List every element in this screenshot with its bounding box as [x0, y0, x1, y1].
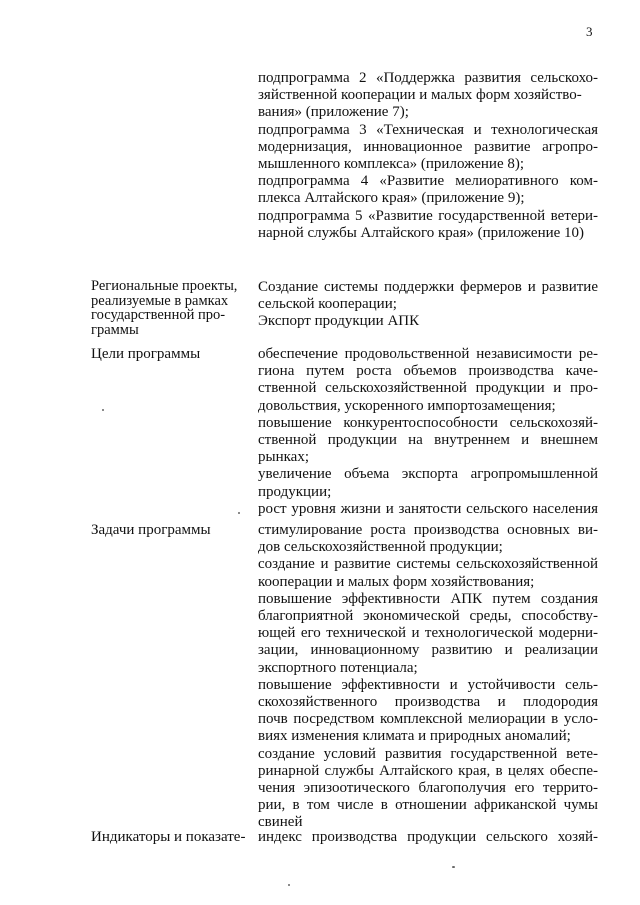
- label-line: реализуемые в рамках: [91, 292, 229, 309]
- text-line: модернизация, инновационное развитие агропро-: [258, 138, 598, 155]
- scan-speck: [288, 884, 290, 886]
- scan-speck: [238, 512, 240, 514]
- text-line: подпрограмма 2 «Поддержка развития сельскохо-: [258, 70, 598, 86]
- label-line: Цели программы: [91, 346, 201, 362]
- text-line: благоприятной экономической среды, способству-: [258, 608, 598, 625]
- row-label: [91, 522, 251, 539]
- text-line: создание и развитие системы сельскохозяйственной: [258, 556, 598, 573]
- text-line: плекса Алтайского края» (приложение 9);: [258, 190, 525, 207]
- row-label: [91, 829, 251, 846]
- row-content: [258, 522, 598, 832]
- text-line: скохозяйственного производства и плодородия: [258, 694, 598, 711]
- text-line: ственной сельскохозяйственной продукции и про-: [258, 380, 598, 397]
- text-line: создание условий развития государственной вете-: [258, 745, 598, 762]
- text-line: повышение эффективности и устойчивости сель-: [258, 676, 598, 693]
- row-content: [258, 346, 598, 518]
- label-line: Индикаторы и показате-: [91, 829, 246, 845]
- text-line: стимулирование роста производства основных ви-: [258, 522, 598, 538]
- scan-speck: [452, 866, 455, 868]
- text-line: мышленного комплекса» (приложение 8);: [258, 156, 525, 173]
- text-line: продукции;: [258, 483, 332, 500]
- row-label: [91, 346, 251, 363]
- text-line: почв посредством комплексной мелиорации в усло-: [258, 711, 598, 728]
- text-line: зации, инновационному развитию и реализации: [258, 642, 598, 659]
- text-line: виях изменения климата и природных аномалий;: [258, 728, 571, 745]
- text-line: индекс производства продукции сельского хозяй-: [258, 829, 598, 845]
- text-line: экспортного потенциала;: [258, 659, 418, 676]
- text-line: довольствия, ускоренного импортозамещения;: [258, 397, 556, 414]
- text-line: рынках;: [258, 449, 309, 466]
- scan-speck: [102, 409, 104, 411]
- text-line: ринарной службы Алтайского края, в целях обеспе-: [258, 762, 598, 779]
- text-line: нарной службы Алтайского края» (приложение 10): [258, 224, 585, 241]
- text-line: повышение эффективности АПК путем создания: [258, 590, 598, 607]
- text-line: зяйственной кооперации и малых форм хозяйство-: [258, 87, 582, 104]
- page-number: 3: [586, 24, 593, 39]
- row-content: [258, 829, 598, 846]
- text-line: Создание системы поддержки фермеров и развитие: [258, 279, 598, 295]
- text-line: кооперации и малых форм хозяйствования;: [258, 573, 535, 590]
- row-label: [91, 279, 251, 337]
- row-content: [258, 279, 598, 331]
- text-line: вания» (приложение 7);: [258, 104, 409, 121]
- text-line: сельской кооперации;: [258, 296, 397, 313]
- text-line: подпрограмма 3 «Техническая и технологическая: [258, 121, 598, 138]
- text-line: рост уровня жизни и занятости сельского населения: [258, 500, 598, 517]
- label-line: Задачи программы: [91, 522, 211, 538]
- text-line: обеспечение продовольственной независимости ре-: [258, 346, 598, 362]
- subprograms-continued: [258, 70, 598, 242]
- label-line: граммы: [91, 321, 139, 338]
- label-line: государственной про-: [91, 307, 226, 323]
- text-line: ющей его технической и технологической модерни-: [258, 625, 598, 642]
- text-line: рии, в том числе в отношении африканской чумы: [258, 797, 598, 814]
- text-line: подпрограмма 5 «Развитие государственной ветери-: [258, 207, 598, 224]
- text-line: дов сельскохозяйственной продукции;: [258, 539, 503, 556]
- label-line: Региональные проекты,: [91, 278, 238, 294]
- text-line: свиней: [258, 814, 303, 831]
- text-line: увеличение объема экспорта агропромышленной: [258, 466, 598, 483]
- text-line: гиона путем роста объемов производства каче-: [258, 363, 598, 380]
- subprograms-lines: [258, 70, 598, 242]
- text-line: подпрограмма 4 «Развитие мелиоративного ком-: [258, 173, 598, 190]
- text-line: Экспорт продукции АПК: [258, 313, 420, 330]
- text-line: чения эпизоотического благополучия его террито-: [258, 780, 598, 797]
- text-line: повышение конкурентоспособности сельскохозяй-: [258, 414, 598, 431]
- text-line: ственной продукции на внутреннем и внешнем: [258, 432, 598, 449]
